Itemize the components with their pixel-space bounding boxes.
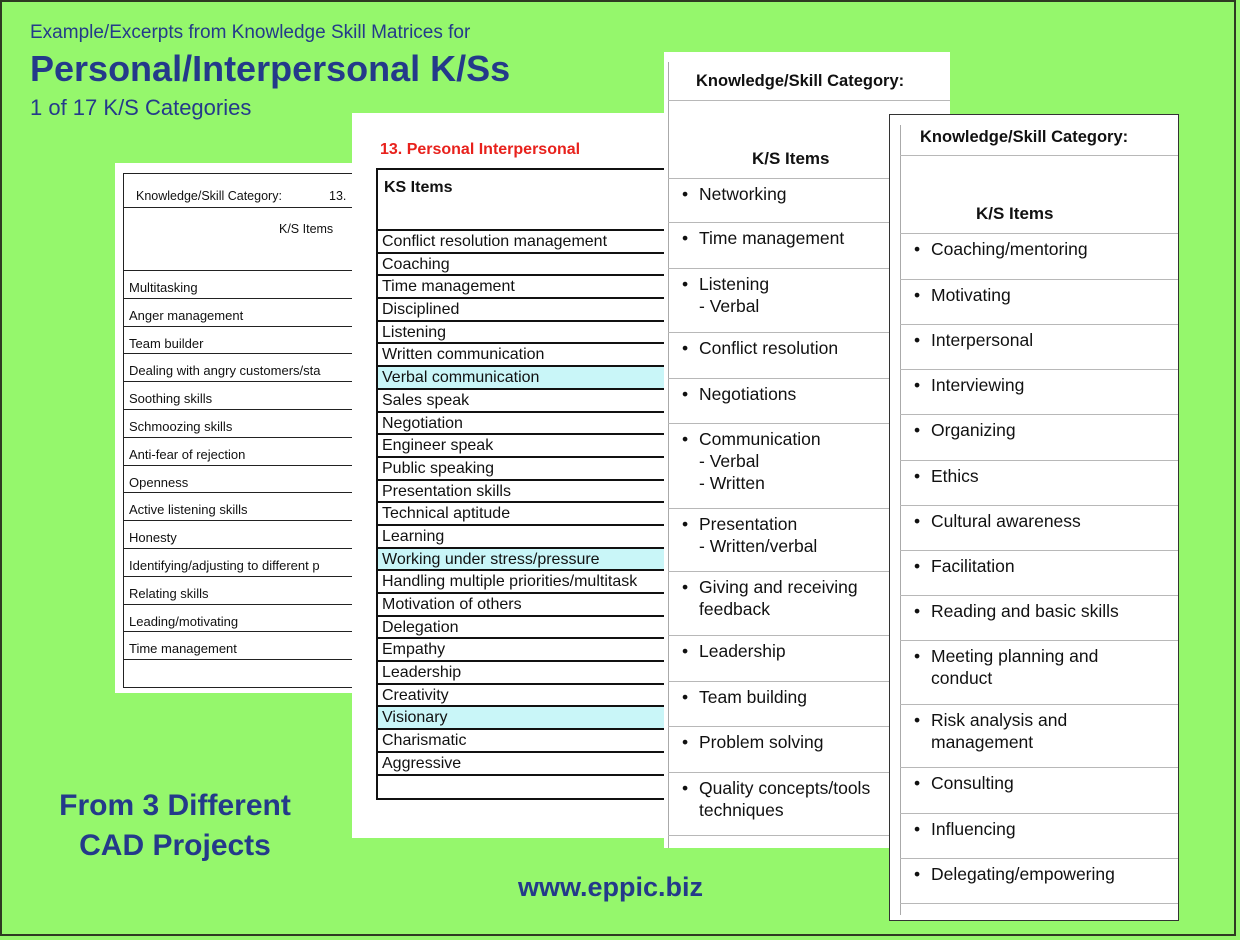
- list-item: Time management: [124, 632, 355, 660]
- list-item: Openness: [124, 466, 355, 494]
- sheet1-category-number: 13.: [329, 189, 347, 203]
- table-row: Coaching: [378, 254, 664, 277]
- table-row: Technical aptitude: [378, 503, 664, 526]
- list-item: Dealing with angry customers/sta: [124, 354, 355, 382]
- list-item: • Time management: [668, 223, 950, 269]
- table-row: Leadership: [378, 662, 664, 685]
- sheet2-items-label: KS Items: [384, 179, 453, 196]
- table-row-highlighted: Working under stress/pressure: [378, 549, 664, 572]
- list-item: Leading/motivating: [124, 605, 355, 633]
- list-item: Schmoozing skills: [124, 410, 355, 438]
- list-item: • Listening - Verbal: [668, 269, 950, 333]
- list-item: • Consulting: [900, 768, 1179, 814]
- list-item: • Delegating/empowering: [900, 859, 1179, 904]
- table-row: Empathy: [378, 639, 664, 662]
- sheet1-subheader: [123, 208, 355, 270]
- sheet2-header: [376, 168, 664, 231]
- list-item: Soothing skills: [124, 382, 355, 410]
- list-item: Multitasking: [124, 271, 355, 299]
- table-row: Written communication: [378, 344, 664, 367]
- sheet4-category-label: Knowledge/Skill Category:: [920, 128, 1129, 146]
- list-item: • Facilitation: [900, 551, 1179, 596]
- sheet2-title: 13. Personal Interpersonal: [380, 141, 581, 158]
- sheet1-category-label: Knowledge/Skill Category:: [136, 189, 282, 203]
- table-row: Time management: [378, 276, 664, 299]
- list-item: • Conflict resolution: [668, 333, 950, 379]
- list-item: • Giving and receiving feedback: [668, 572, 950, 636]
- list-item: Relating skills: [124, 577, 355, 605]
- list-item: • Networking: [668, 179, 950, 223]
- list-item: [124, 660, 355, 688]
- sheet1-rows: [123, 270, 355, 688]
- list-item: • Negotiations: [668, 379, 950, 424]
- table-row: Creativity: [378, 685, 664, 708]
- table-row: Aggressive: [378, 753, 664, 776]
- list-item: Honesty: [124, 521, 355, 549]
- list-item: Identifying/adjusting to different p: [124, 549, 355, 577]
- sheet4-rule: [900, 155, 1179, 156]
- matrix-sheet-4: [889, 114, 1179, 921]
- list-item: Anger management: [124, 299, 355, 327]
- matrix-sheet-2: [352, 113, 664, 838]
- table-row: [378, 776, 664, 800]
- table-row: Negotiation: [378, 413, 664, 436]
- projects-caption: From 3 Different CAD Projects: [59, 789, 291, 862]
- table-row-highlighted: Visionary: [378, 707, 664, 730]
- list-item: • Problem solving: [668, 727, 950, 773]
- table-row: Listening: [378, 322, 664, 345]
- sheet2-rows: [376, 231, 664, 800]
- table-row: Engineer speak: [378, 435, 664, 458]
- list-item: Anti-fear of rejection: [124, 438, 355, 466]
- list-item: • Meeting planning and conduct: [900, 641, 1179, 705]
- website-link[interactable]: www.eppic.biz: [518, 872, 704, 902]
- list-item: • Leadership: [668, 636, 950, 682]
- sheet4-items-label: K/S Items: [976, 204, 1054, 223]
- table-row: Public speaking: [378, 458, 664, 481]
- table-row: Motivation of others: [378, 594, 664, 617]
- list-item: • Team building: [668, 682, 950, 727]
- list-item: • Motivating: [900, 280, 1179, 325]
- slide-title: Personal/Interpersonal K/Ss: [30, 48, 511, 89]
- list-item: Team builder: [124, 327, 355, 355]
- list-item: • Cultural awareness: [900, 506, 1179, 551]
- list-item: Active listening skills: [124, 493, 355, 521]
- list-item: • Communication - Verbal - Written: [668, 424, 950, 509]
- table-row: Presentation skills: [378, 481, 664, 504]
- table-row: Learning: [378, 526, 664, 549]
- list-item: • Risk analysis and management: [900, 705, 1179, 768]
- table-row: Disciplined: [378, 299, 664, 322]
- table-row: Delegation: [378, 617, 664, 640]
- list-item: • Influencing: [900, 814, 1179, 859]
- table-row: Charismatic: [378, 730, 664, 753]
- sheet3-items-label: K/S Items: [752, 149, 830, 168]
- list-item: • Interpersonal: [900, 325, 1179, 370]
- list-item: • Coaching/mentoring: [900, 234, 1179, 280]
- list-item: • Organizing: [900, 415, 1179, 461]
- sheet3-rule: [668, 100, 950, 101]
- table-row: Conflict resolution management: [378, 231, 664, 254]
- list-item: • Presentation - Written/verbal: [668, 509, 950, 572]
- list-item: • Quality concepts/tools techniques: [668, 773, 950, 836]
- sheet1-items-label: K/S Items: [279, 222, 334, 236]
- slide-subtitle: Example/Excerpts from Knowledge Skill Matrices for: [30, 22, 471, 43]
- sheet1-header: [123, 173, 355, 208]
- table-row: Sales speak: [378, 390, 664, 413]
- sheet4-list: [900, 233, 1179, 904]
- slide-caption: 1 of 17 K/S Categories: [30, 95, 252, 120]
- list-item: • Interviewing: [900, 370, 1179, 415]
- matrix-sheet-1: [115, 163, 355, 693]
- table-row-highlighted: Verbal communication: [378, 367, 664, 390]
- table-row: Handling multiple priorities/multitask: [378, 571, 664, 594]
- list-item: • Reading and basic skills: [900, 596, 1179, 641]
- sheet3-category-label: Knowledge/Skill Category:: [696, 72, 905, 90]
- list-item: • Ethics: [900, 461, 1179, 506]
